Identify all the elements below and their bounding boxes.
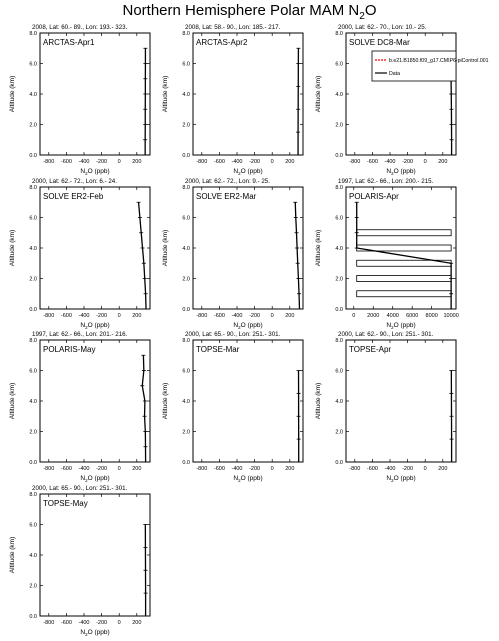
- x-tick-label: -600: [366, 466, 378, 472]
- y-tick-label: 8.0: [29, 492, 37, 498]
- error-bar: [357, 230, 451, 236]
- legend-entry: b.e21.B1850.f09_g17.CMIP6-piControl.001: [389, 58, 489, 64]
- x-tick-label: 0: [270, 313, 274, 319]
- plot-frame: [40, 187, 150, 309]
- x-tick-label: -400: [78, 620, 90, 626]
- y-tick-label: 4.0: [335, 246, 343, 252]
- panel-header: 2000, Lat: 65.- 90., Lon: 251.- 301.: [32, 485, 128, 492]
- panel-7: [9, 331, 150, 483]
- x-tick-label: 0: [270, 159, 274, 165]
- panel-8: [162, 331, 303, 483]
- x-tick-label: -200: [249, 313, 261, 319]
- y-axis-label: Altitude (km): [315, 75, 322, 113]
- x-tick-label: 200: [438, 159, 448, 165]
- x-tick-label: -600: [366, 159, 378, 165]
- y-axis-label: Altitude (km): [315, 229, 322, 267]
- x-axis-label: $N_2O$ (ppb): [80, 629, 110, 637]
- x-axis-label: $N_2O$ (ppb): [386, 475, 416, 483]
- x-tick-label: 200: [285, 313, 295, 319]
- panel-label: SOLVE ER2-Feb: [43, 192, 104, 201]
- panel-5: [162, 178, 303, 330]
- x-axis-label: $N_2O$ (ppb): [233, 322, 263, 330]
- x-tick-label: -600: [60, 159, 72, 165]
- legend: [372, 51, 489, 81]
- series-line-data: [451, 79, 452, 155]
- y-tick-label: 4.0: [335, 92, 343, 98]
- y-tick-label: 6.0: [29, 61, 37, 68]
- legend-entry: Data: [389, 71, 400, 77]
- y-tick-label: 2.0: [182, 429, 190, 436]
- panel-header: 1997, Lat: 62.- 66., Lon: 201.- 216.: [32, 331, 128, 338]
- x-tick-label: -200: [249, 159, 261, 165]
- y-tick-label: 2.0: [182, 276, 190, 283]
- x-axis-label: $N_2O$ (ppb): [80, 475, 110, 483]
- panel-9: [315, 331, 456, 483]
- x-tick-label: -800: [196, 313, 208, 319]
- y-axis-label: Altitude (km): [162, 382, 169, 420]
- x-tick-label: -800: [43, 620, 55, 626]
- y-tick-label: 6.0: [335, 61, 343, 68]
- x-tick-label: -200: [96, 159, 108, 165]
- y-tick-label: 0.0: [29, 307, 37, 313]
- x-tick-label: -600: [60, 466, 72, 472]
- plot-frame: [40, 340, 150, 462]
- x-tick-label: -600: [213, 466, 225, 472]
- panel-label: TOPSE-Apr: [349, 345, 392, 354]
- x-tick-label: -400: [78, 466, 90, 472]
- x-axis-label: $N_2O$ (ppb): [80, 168, 110, 176]
- x-tick-label: -800: [43, 466, 55, 472]
- y-tick-label: 8.0: [29, 338, 37, 344]
- x-tick-label: -600: [60, 620, 72, 626]
- y-axis-label: Altitude (km): [162, 75, 169, 113]
- y-tick-label: 2.0: [335, 122, 343, 129]
- y-tick-label: 4.0: [29, 92, 37, 98]
- x-tick-label: -800: [196, 466, 208, 472]
- plot-frame: [346, 340, 456, 462]
- panel-header: 2000, Lat: 62.- 72., Lon: 6.- 24.: [32, 178, 117, 185]
- y-tick-label: 2.0: [29, 122, 37, 129]
- y-tick-label: 8.0: [182, 338, 190, 344]
- x-tick-label: 200: [438, 466, 448, 472]
- x-axis-label: $N_2O$ (ppb): [233, 168, 263, 176]
- y-tick-label: 4.0: [182, 92, 190, 98]
- y-tick-label: 6.0: [29, 522, 37, 529]
- y-tick-label: 6.0: [335, 368, 343, 375]
- y-tick-label: 6.0: [29, 368, 37, 375]
- x-tick-label: 8000: [425, 313, 438, 319]
- x-tick-label: 0: [117, 466, 121, 472]
- y-tick-label: 8.0: [29, 31, 37, 37]
- x-tick-label: 10000: [443, 313, 459, 319]
- panel-3: [315, 24, 489, 176]
- x-tick-label: -200: [96, 466, 108, 472]
- legend-box: [372, 51, 456, 81]
- error-bar: [357, 291, 451, 297]
- y-tick-label: 0.0: [29, 153, 37, 159]
- y-tick-label: 0.0: [182, 460, 190, 466]
- y-tick-label: 2.0: [335, 429, 343, 436]
- x-tick-label: 4000: [386, 313, 399, 319]
- x-tick-label: -200: [402, 159, 414, 165]
- y-axis-label: Altitude (km): [9, 229, 16, 267]
- x-axis-label: $N_2O$ (ppb): [80, 322, 110, 330]
- x-tick-label: -800: [349, 159, 361, 165]
- x-tick-label: -800: [349, 466, 361, 472]
- panel-label: ARCTAS-Apr1: [43, 38, 95, 47]
- x-tick-label: 6000: [406, 313, 419, 319]
- y-tick-label: 0.0: [335, 153, 343, 159]
- x-tick-label: 0: [270, 466, 274, 472]
- y-tick-label: 0.0: [182, 153, 190, 159]
- plot-frame: [193, 33, 303, 155]
- panel-label: POLARIS-May: [43, 345, 96, 354]
- y-tick-label: 0.0: [29, 614, 37, 620]
- title-main: Northern Hemisphere Polar MAM N: [122, 2, 360, 19]
- y-tick-label: 4.0: [182, 246, 190, 252]
- series-line-data: [139, 202, 146, 309]
- y-tick-label: 4.0: [335, 399, 343, 405]
- x-tick-label: 0: [423, 466, 427, 472]
- y-tick-label: 8.0: [29, 185, 37, 191]
- y-tick-label: 4.0: [29, 246, 37, 252]
- y-tick-label: 2.0: [29, 583, 37, 590]
- y-tick-label: 4.0: [29, 399, 37, 405]
- y-tick-label: 2.0: [335, 276, 343, 283]
- title-tail: O: [364, 2, 377, 19]
- x-tick-label: -600: [60, 313, 72, 319]
- plot-frame: [193, 340, 303, 462]
- x-tick-label: 200: [132, 620, 142, 626]
- x-tick-label: 200: [285, 159, 295, 165]
- panel-6: [315, 178, 459, 330]
- y-tick-label: 2.0: [29, 276, 37, 283]
- x-tick-label: -200: [96, 313, 108, 319]
- panel-header: 2008, Lat: 58.- 90., Lon: 185.- 217.: [185, 24, 281, 31]
- y-tick-label: 6.0: [182, 215, 190, 222]
- y-axis-label: Altitude (km): [315, 382, 322, 420]
- x-tick-label: -200: [96, 620, 108, 626]
- y-tick-label: 8.0: [335, 338, 343, 344]
- x-axis-label: $N_2O$ (ppb): [386, 322, 416, 330]
- x-tick-label: 200: [132, 159, 142, 165]
- x-tick-label: -600: [213, 313, 225, 319]
- x-tick-label: -800: [43, 313, 55, 319]
- error-bar: [357, 276, 451, 282]
- series-line-data: [295, 202, 299, 309]
- y-tick-label: 0.0: [335, 307, 343, 313]
- panel-label: SOLVE ER2-Mar: [196, 192, 257, 201]
- y-tick-label: 6.0: [335, 215, 343, 222]
- x-tick-label: -400: [78, 313, 90, 319]
- panel-2: [162, 24, 303, 176]
- y-tick-label: 0.0: [335, 460, 343, 466]
- x-axis-label: $N_2O$ (ppb): [233, 475, 263, 483]
- panel-10: [9, 485, 150, 637]
- series-line-data: [357, 202, 451, 309]
- y-axis-label: Altitude (km): [9, 382, 16, 420]
- panel-label: SOLVE DC8-Mar: [349, 38, 410, 47]
- x-axis-label: $N_2O$ (ppb): [386, 168, 416, 176]
- plot-frame: [40, 33, 150, 155]
- x-tick-label: -400: [78, 159, 90, 165]
- y-tick-label: 0.0: [29, 460, 37, 466]
- x-tick-label: -200: [249, 466, 261, 472]
- x-tick-label: 0: [423, 159, 427, 165]
- x-tick-label: 200: [132, 466, 142, 472]
- y-tick-label: 8.0: [335, 185, 343, 191]
- y-tick-label: 8.0: [335, 31, 343, 37]
- y-tick-label: 2.0: [29, 429, 37, 436]
- panel-header: 2000, Lat: 65.- 90., Lon: 251.- 301.: [185, 331, 281, 338]
- x-tick-label: 0: [352, 313, 356, 319]
- y-tick-label: 8.0: [182, 185, 190, 191]
- x-tick-label: -400: [384, 466, 396, 472]
- panel-label: TOPSE-May: [43, 499, 88, 508]
- panel-header: 2000, Lat: 62.- 72., Lon: 9.- 25.: [185, 178, 270, 185]
- x-tick-label: 2000: [367, 313, 380, 319]
- x-tick-label: -400: [384, 159, 396, 165]
- panel-header: 2000, Lat: 62.- 90., Lon: 251.- 301.: [338, 331, 434, 338]
- panel-label: TOPSE-Mar: [196, 345, 240, 354]
- panel-label: POLARIS-Apr: [349, 192, 399, 201]
- panel-header: 1997, Lat: 62.- 66., Lon: 200.- 215.: [338, 178, 434, 185]
- x-tick-label: -800: [196, 159, 208, 165]
- panel-label: ARCTAS-Apr2: [196, 38, 248, 47]
- x-tick-label: 0: [117, 313, 121, 319]
- title-sub: 2: [359, 11, 365, 22]
- x-tick-label: -400: [231, 313, 243, 319]
- y-axis-label: Altitude (km): [9, 75, 16, 113]
- y-tick-label: 8.0: [182, 31, 190, 37]
- y-axis-label: Altitude (km): [162, 229, 169, 267]
- plot-frame: [193, 187, 303, 309]
- x-tick-label: 0: [117, 159, 121, 165]
- y-tick-label: 2.0: [182, 122, 190, 129]
- panel-4: [9, 178, 150, 330]
- series-line-data: [142, 355, 145, 462]
- x-tick-label: 200: [285, 466, 295, 472]
- x-tick-label: -400: [231, 466, 243, 472]
- y-tick-label: 6.0: [182, 61, 190, 68]
- x-tick-label: 0: [117, 620, 121, 626]
- panel-header: 2008, Lat: 60.- 89., Lon: 193.- 323.: [32, 24, 128, 31]
- x-tick-label: -400: [231, 159, 243, 165]
- y-tick-label: 4.0: [29, 553, 37, 559]
- x-tick-label: -600: [213, 159, 225, 165]
- y-axis-label: Altitude (km): [9, 536, 16, 574]
- y-tick-label: 6.0: [182, 368, 190, 375]
- y-tick-label: 6.0: [29, 215, 37, 222]
- x-tick-label: 200: [132, 313, 142, 319]
- x-tick-label: -200: [402, 466, 414, 472]
- panel-header: 2000, Lat: 62.- 70., Lon: 10.- 25.: [338, 24, 427, 31]
- y-tick-label: 4.0: [182, 399, 190, 405]
- y-tick-label: 0.0: [182, 307, 190, 313]
- plot-frame: [40, 494, 150, 616]
- x-tick-label: -800: [43, 159, 55, 165]
- panel-1: [9, 24, 150, 176]
